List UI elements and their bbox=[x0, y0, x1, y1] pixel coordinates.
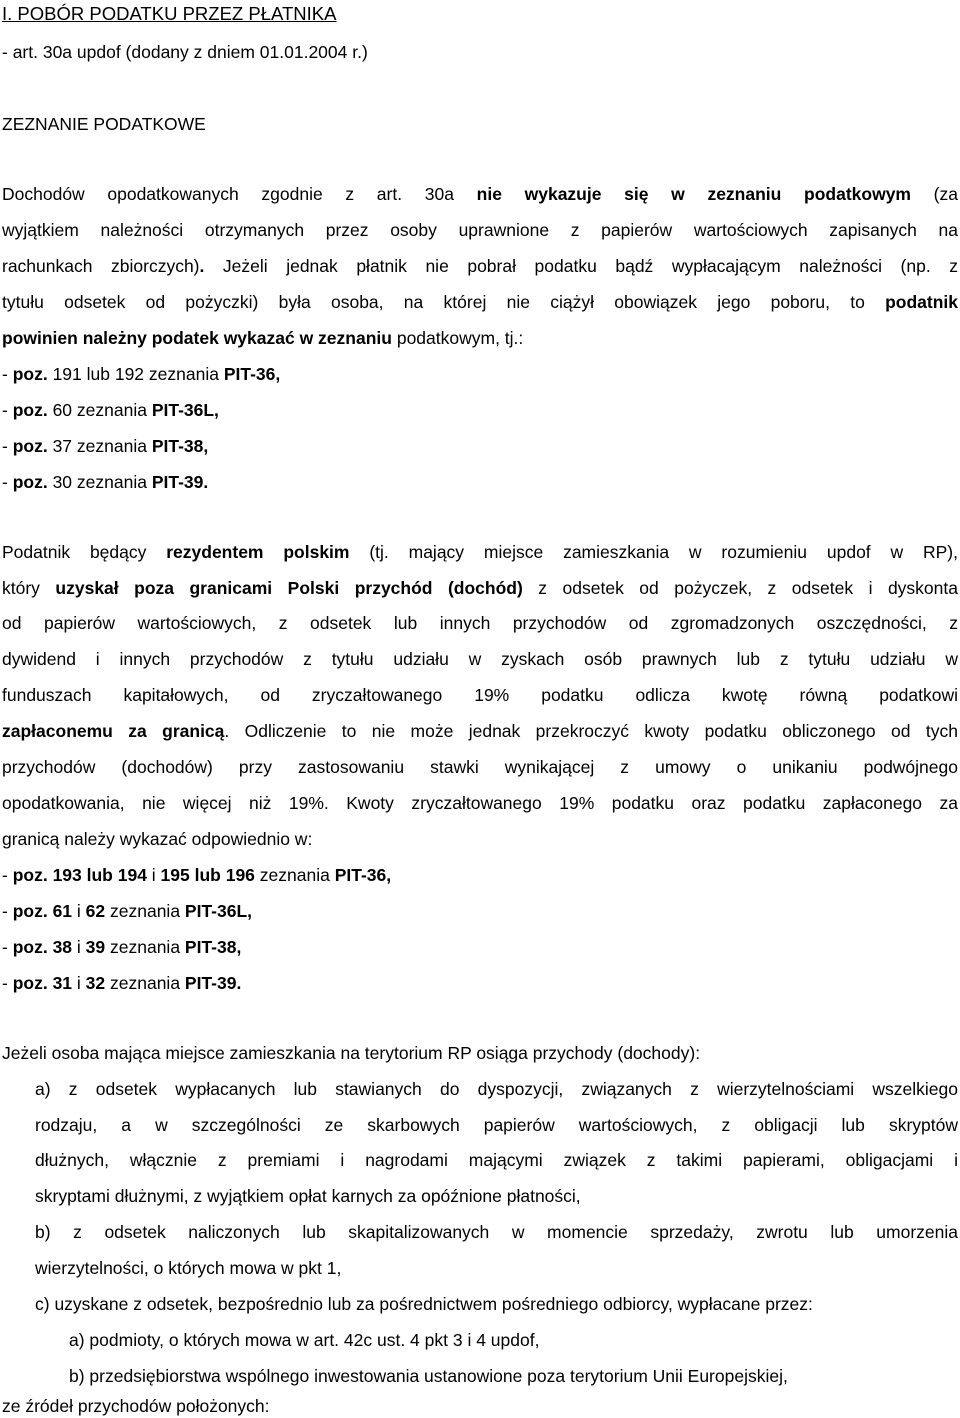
list-item-a: a) z odsetek wypłacanych lub stawianych do dyspozycji, związanych z wierzytelnościami wszelkiego bbox=[35, 1079, 958, 1099]
paragraph-line: rachunkach zbiorczych). Jeżeli jednak płatnik nie pobrał podatku bądź wypłacającym należności (np. z bbox=[2, 256, 958, 276]
paragraph-line: Podatnik będący rezydentem polskim (tj. mający miejsce zamieszkania w rozumieniu updof w RP), bbox=[2, 542, 958, 562]
page-subtitle: - art. 30a updof (dodany z dniem 01.01.2004 r.) bbox=[2, 42, 368, 62]
paragraph-line: granicą należy wykazać odpowiednio w: bbox=[2, 829, 313, 849]
list-item: - poz. 61 i 62 zeznania PIT-36L, bbox=[2, 901, 253, 921]
list-item: - poz. 30 zeznania PIT-39. bbox=[2, 472, 209, 492]
paragraph-line: Dochodów opodatkowanych zgodnie z art. 30a nie wykazuje się w zeznaniu podatkowym (za bbox=[2, 184, 958, 204]
paragraph-line: opodatkowania, nie więcej niż 19%. Kwoty zryczałtowanego 19% podatku oraz podatku zapłaconego za bbox=[2, 793, 958, 813]
section-heading-zeznanie: ZEZNANIE PODATKOWE bbox=[2, 114, 206, 134]
section-intro: Jeżeli osoba mająca miejsce zamieszkania na terytorium RP osiąga przychody (dochody): bbox=[2, 1043, 701, 1063]
sub-item-a: a) podmioty, o których mowa w art. 42c ust. 4 pkt 3 i 4 updof, bbox=[69, 1330, 540, 1350]
paragraph-line: przychodów (dochodów) przy zastosowaniu stawki wynikającej z umowy o unikaniu podwójnego bbox=[2, 757, 958, 777]
paragraph-line: który uzyskał poza granicami Polski przychód (dochód) z odsetek od pożyczek, z odsetek i dyskonta bbox=[2, 578, 958, 598]
paragraph-line: ze źródeł przychodów położonych: bbox=[2, 1396, 270, 1416]
list-item: - poz. 193 lub 194 i 195 lub 196 zeznania PIT-36, bbox=[2, 865, 392, 885]
list-item-b: b) z odsetek naliczonych lub skapitalizowanych w momencie sprzedaży, zwrotu lub umorzenia bbox=[35, 1222, 958, 1242]
list-item-a-cont: skryptami dłużnymi, z wyjątkiem opłat karnych za opóźnione płatności, bbox=[35, 1186, 581, 1206]
list-item: - poz. 38 i 39 zeznania PIT-38, bbox=[2, 937, 242, 957]
list-item: - poz. 31 i 32 zeznania PIT-39. bbox=[2, 973, 242, 993]
paragraph-line: funduszach kapitałowych, od zryczałtowanego 19% podatku odlicza kwotę równą podatkowi bbox=[2, 685, 958, 705]
list-item: - poz. 60 zeznania PIT-36L, bbox=[2, 400, 219, 420]
paragraph-line: zapłaconemu za granicą. Odliczenie to nie może jednak przekroczyć kwoty podatku obliczonego od tych bbox=[2, 721, 959, 741]
paragraph-line: dywidend i innych przychodów z tytułu udziału w zyskach osób prawnych lub z tytułu udziału w bbox=[2, 649, 958, 669]
paragraph-line: od papierów wartościowych, z odsetek lub innych przychodów od zgromadzonych oszczędności, z bbox=[2, 613, 958, 633]
paragraph-line: tytułu odsetek od pożyczki) była osoba, na której nie ciążył obowiązek jego poboru, to podatnik bbox=[2, 292, 958, 312]
paragraph-line: powinien należny podatek wykazać w zeznaniu podatkowym, tj.: bbox=[2, 328, 524, 348]
paragraph-line: wyjątkiem należności otrzymanych przez osoby uprawnione z papierów wartościowych zapisanych na bbox=[2, 220, 958, 240]
list-item-b-cont: wierzytelności, o których mowa w pkt 1, bbox=[35, 1258, 342, 1278]
list-item-c: c) uzyskane z odsetek, bezpośrednio lub za pośrednictwem pośredniego odbiorcy, wypłacane przez: bbox=[35, 1294, 813, 1314]
list-item-a-cont: rodzaju, a w szczególności ze skarbowych papierów wartościowych, z obligacji lub skryptów bbox=[35, 1115, 958, 1135]
sub-item-b: b) przedsiębiorstwa wspólnego inwestowania ustanowione poza terytorium Unii Europejskiej, bbox=[69, 1366, 788, 1386]
list-item-a-cont: dłużnych, włącznie z premiami i nagrodami mającymi związek z takimi papierami, obligacjami i bbox=[35, 1150, 958, 1170]
list-item: - poz. 191 lub 192 zeznania PIT-36, bbox=[2, 364, 281, 384]
list-item: - poz. 37 zeznania PIT-38, bbox=[2, 436, 209, 456]
page-title: I. POBÓR PODATKU PRZEZ PŁATNIKA bbox=[2, 3, 337, 24]
